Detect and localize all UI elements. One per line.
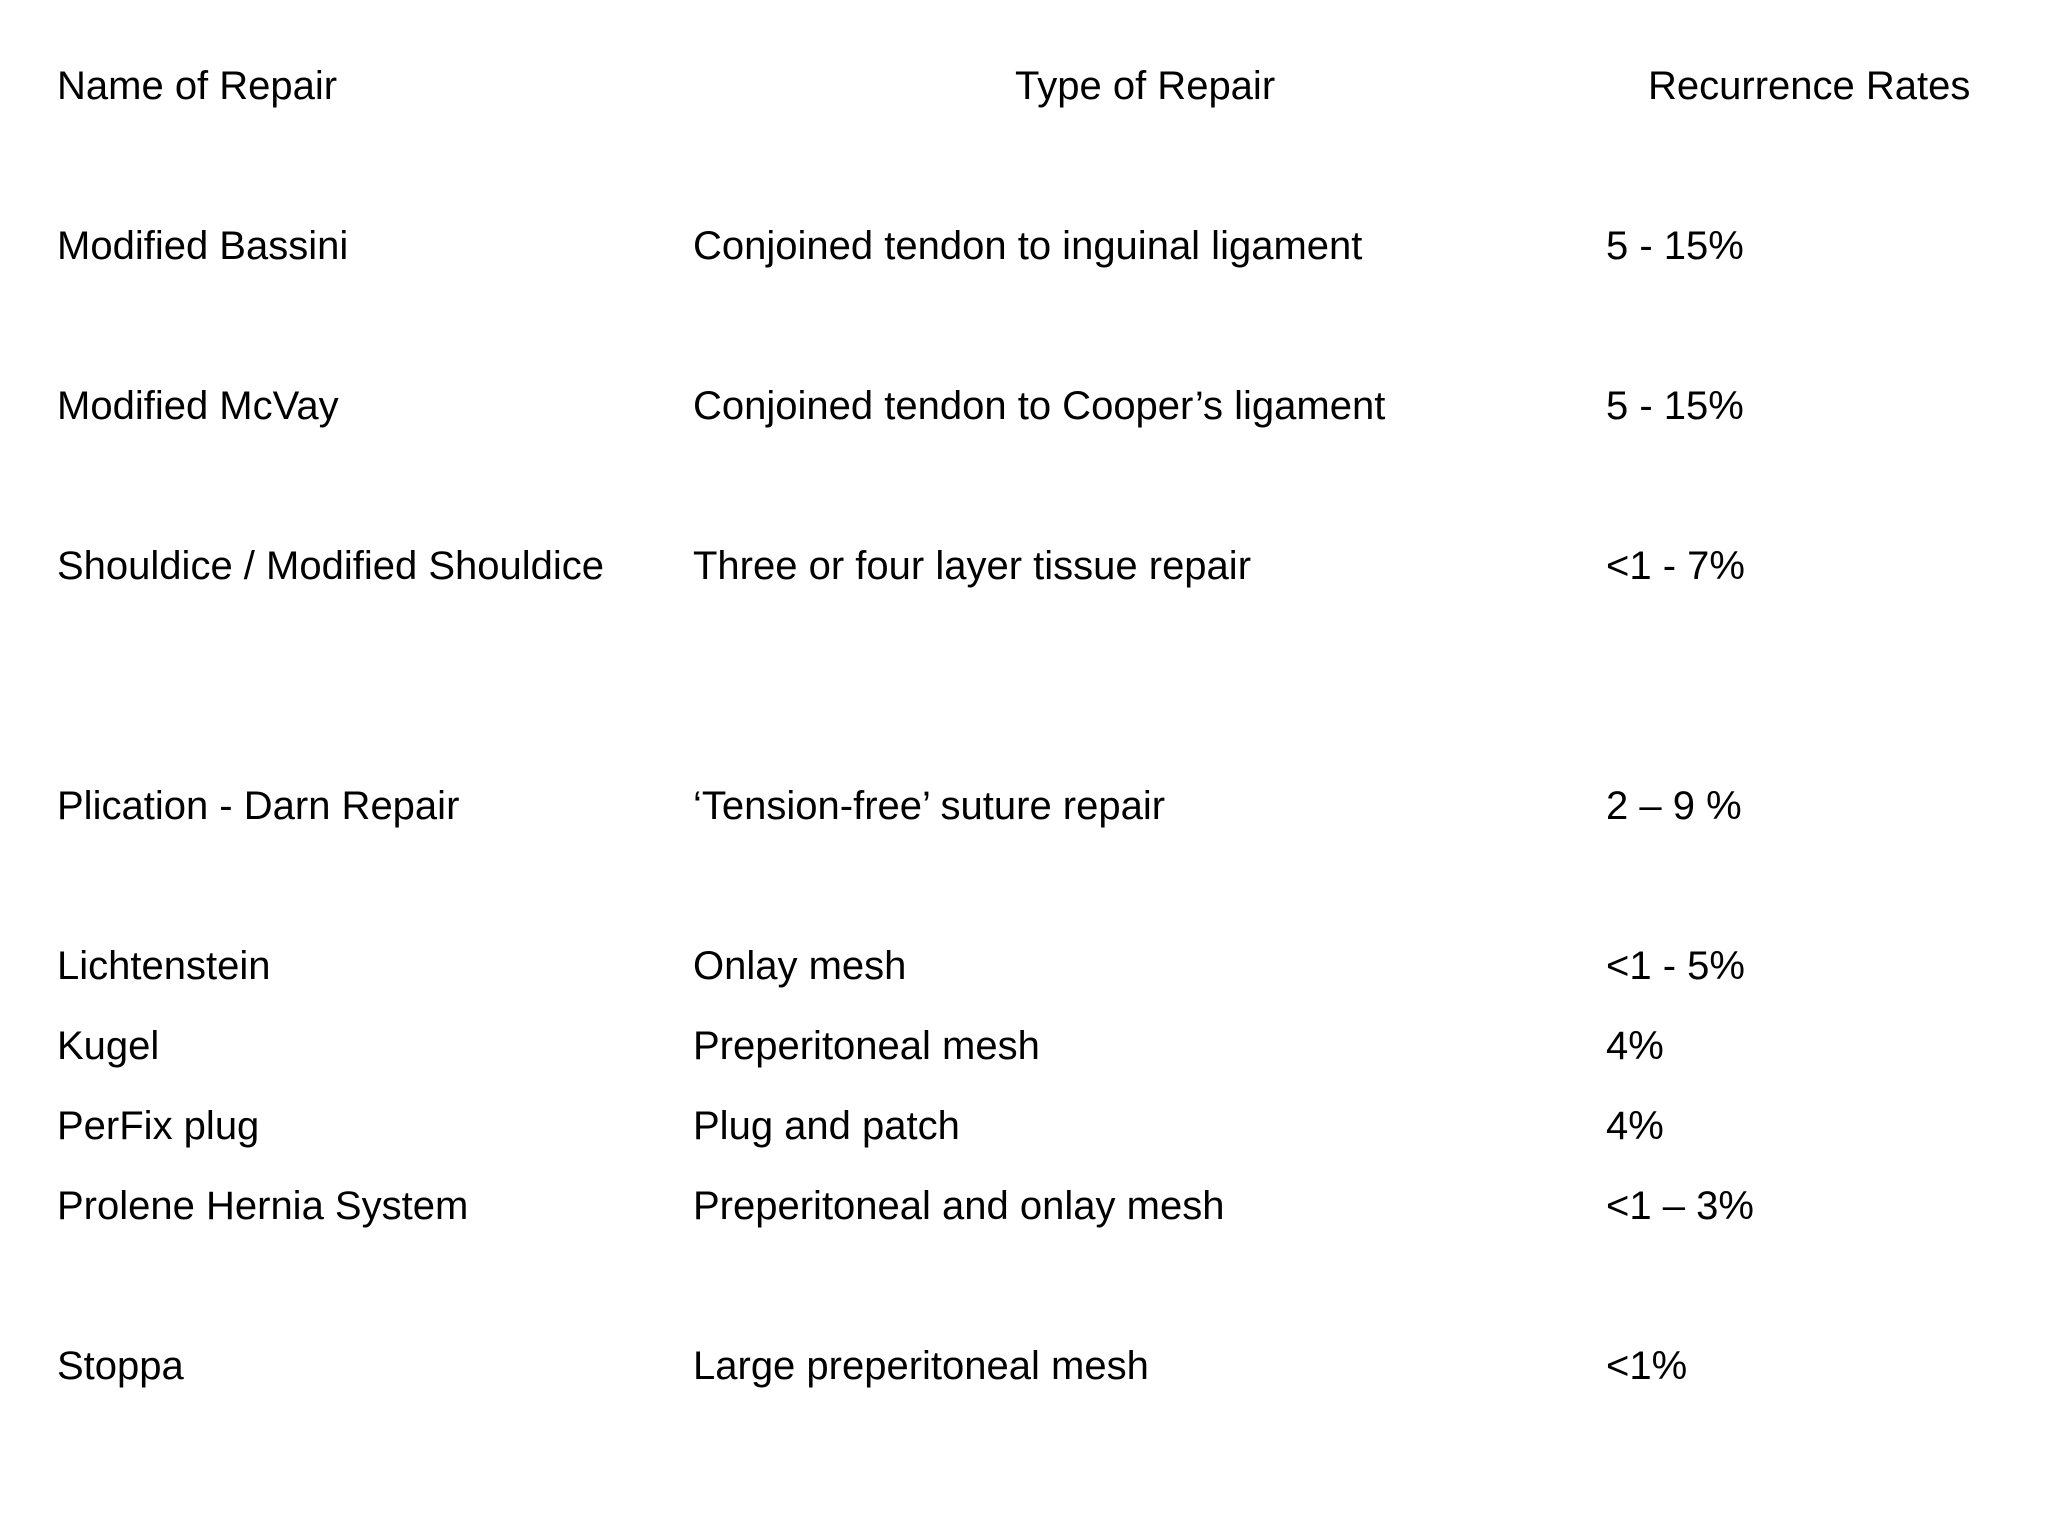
row-type: Plug and patch [693, 1104, 960, 1148]
row-type: Conjoined tendon to inguinal ligament [693, 224, 1363, 268]
row-rate: 4% [1606, 1024, 1664, 1068]
header-recurrence-rates: Recurrence Rates [1648, 64, 1971, 108]
row-type: Large preperitoneal mesh [693, 1344, 1149, 1388]
row-rate: <1% [1606, 1344, 1688, 1388]
row-rate: 4% [1606, 1104, 1664, 1148]
header-type-of-repair: Type of Repair [1015, 64, 1276, 108]
row-rate: 5 - 15% [1606, 224, 1744, 268]
row-name: PerFix plug [57, 1104, 260, 1148]
row-rate: 5 - 15% [1606, 384, 1744, 428]
row-type: Preperitoneal and onlay mesh [693, 1184, 1225, 1228]
header-name-of-repair: Name of Repair [57, 64, 338, 108]
row-name: Plication - Darn Repair [57, 784, 460, 828]
row-rate: <1 - 7% [1606, 544, 1745, 588]
row-type: Preperitoneal mesh [693, 1024, 1040, 1068]
row-name: Kugel [57, 1024, 160, 1068]
row-rate: <1 – 3% [1606, 1184, 1754, 1228]
row-type: Onlay mesh [693, 944, 907, 988]
row-name: Modified Bassini [57, 224, 349, 268]
row-rate: <1 - 5% [1606, 944, 1745, 988]
row-type: Three or four layer tissue repair [693, 544, 1252, 588]
row-name: Lichtenstein [57, 944, 271, 988]
row-name: Modified McVay [57, 384, 339, 428]
row-rate: 2 – 9 % [1606, 784, 1742, 828]
row-name: Stoppa [57, 1344, 184, 1388]
row-name: Shouldice / Modified Shouldice [57, 544, 605, 588]
row-type: Conjoined tendon to Cooper’s ligament [693, 384, 1386, 428]
row-name: Prolene Hernia System [57, 1184, 469, 1228]
row-type: ‘Tension-free’ suture repair [693, 784, 1166, 828]
